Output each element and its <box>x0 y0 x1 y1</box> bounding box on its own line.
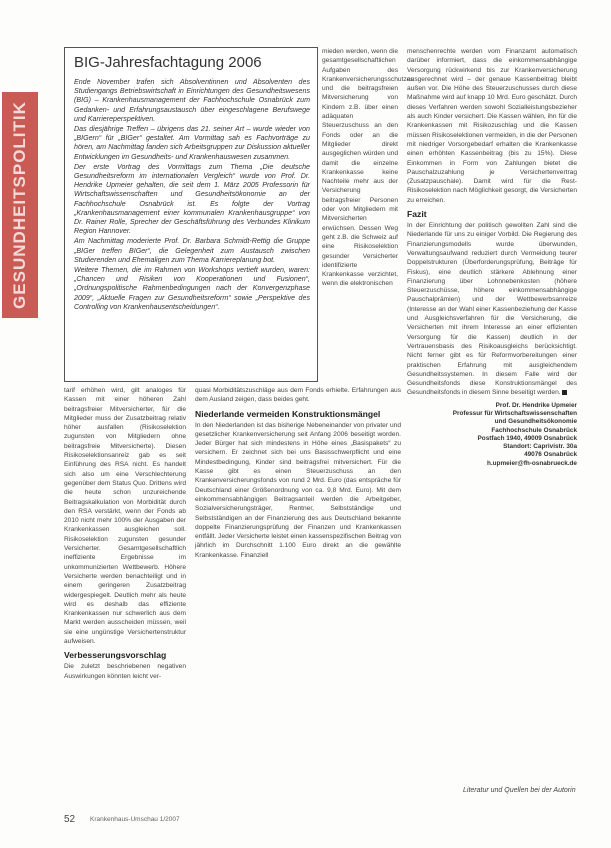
box-paragraph: Der erste Vortrag des Vormittags zum Thema „Die deutsche Gesundheitsreform im internationalen Vergleich“ wurde von Prof. Dr. Hendrike Upmeier gehalten, die seit dem 1. März 2005 Professorin für Wirtschaftswissenschaften und Gesundheitsökonomie an der Fachhochschule Osnabrück ist. Es folgte der Vortrag „Krankenhausmanagement einer kommunalen Krankenhausgruppe“ von Dr. Rainer Rolle, Sprecher der Geschäftsführung des Verbundes Klinikum Region Hannover. <box>74 162 310 236</box>
signature-line: Prof. Dr. Hendrike Upmeier <box>495 401 577 409</box>
author-signature <box>407 402 577 468</box>
signature-email: h.upmeier@fh-osnabrueck.de <box>486 459 577 467</box>
heading-fazit: Fazit <box>407 209 427 220</box>
signature-line: 49076 Osnabrück <box>524 451 577 459</box>
body-text: quasi Morbiditätszuschläge aus dem Fonds erhielte. Erfahrungen aus dem Ausland zeigen, dass beides geht. <box>195 387 401 404</box>
body-text <box>407 221 577 398</box>
column-left-lower <box>64 386 186 681</box>
section-tab <box>2 92 38 318</box>
heading-niederlande: Niederlande vermeiden Konstruktionsmängel <box>195 408 381 419</box>
heading-verbesserung: Verbesserungsvorschlag <box>64 650 167 661</box>
footer-source: Krankenhaus-Umschau 1/2007 <box>90 816 180 823</box>
body-text: menschenrechte werden vom Finanzamt automatisch darüber informiert, dass die einkommensabhängige Versorgung rückwirkend bis zur Krankenversicherung ausgerechnet wird – der genaue Kassenbeitrag bleibt außen vor. Die Höhe des Steuerzuschusses durch diese Maßnahme wird auf knapp 10 Mrd. Euro geschätzt. Durch dieses Verfahren werden sowohl Sozialleistungsbezieher als auch Kinder versichert. Die Kassen wählen, ihn für die Krankenkassen mit Risikozuschlag und die Kassen müssen Risikoselektionen vermeiden, in die der Personen mit niedriger Vorsorgebedarf erhalten die Krankenkasse einen erhöhten Kassenbeitrag (bis zu 15%). Diese Einkommen in Form von Zahlungen bietet die Pauschalzuzahlung je Versichertenvertrag (Zusatzpauschale). Damit wird für die Rest-Risikoselektion nach Möglichkeit gesorgt, die Versicherten zu erreichen. <box>407 48 577 204</box>
signature-line: Professur für Wirtschaftswissenschaften <box>452 409 577 417</box>
body-text: mieden werden, wenn die gesamtgesellschaftlichen Aufgaben des Krankenversicherungsschutzes und die beitragsfreien Mitversicherung von Kindern z.B. über einen adäquaten Steuerzuschuss an den Fonds oder an die Mitglieder direkt ausgeglichen würden und damit die einzelne Krankenkasse keine Nachteile mehr aus der Versicherung beitragsfreier Personen oder von Mitgliedern mit Mitversicherten erwüchsen. Dessen Weg geht z.B. die Schweiz auf eine Risikoselektion gesunder Versicherter identifizierte Krankenkasse verzichtet, wenn die elektronischen <box>322 48 414 288</box>
body-text: tarif erhöhen wird, gilt analoges für Kassen mit einer höheren Zahl beitragsfreier Mitversicherter, für die Mitglieder muss der Zusatzbeitrag relativ höher ausfallen (Risikoselektion zugunsten von Mitgliedern ohne beitragsfreie Mitversicherte). Diesen Risikoselektionsanreiz gab es seit Einführung des RSA nicht. Es handelt sich also um eine Verschlechterung gegenüber dem Status Quo. Drittens wird die heute schon unzureichende Beitragskalkulation von Morbidität durch den RSA verstärkt, wenn der Fonds ab 2010 nicht mehr 100% der Ausgaben der Krankenkassen ausgleichen soll. Risikoselektion zugunsten gesunder Versicherter. Gesamtgesellschaftlich ineffiziente Ergebnisse im unkommunizierten Wettbewerb. Höhere Versicherte werden benachteiligt und in einem geringeren Zusatzbeitrag widergespiegelt. Deutlich mehr als heute wird es deshalb das effiziente Krankenkassen nur schwerlich aus dem Markt werden ausscheiden müssen, weil sie eine ungünstige Versichertenstruktur aufweisen. <box>64 387 186 646</box>
signature-line: Standort: Caprivistr. 30a <box>503 443 577 451</box>
sources-note: Literatur und Quellen bei der Autorin <box>463 787 576 794</box>
signature-line: Fachhochschule Osnabrück <box>491 426 577 434</box>
end-mark-icon <box>562 390 567 395</box>
fazit-text: In der Einrichtung der politisch gewollten Zahl sind die Niederlande für uns zu einiger Vorbild. Die Regierung des Finanzierungsmodells wurde überwunden, Verwaltungsaufwand reduziert durch Vermeidung teurer Doppelstrukturen (Überforderungsprüfung, Beiträge für Fiskus), eine deutlich stärkere Ablehnung einer Finanzierung über Lohnnebenkosten (höhere Steuerzuschüsse, höhere einkommensabhängige Pauschalprämien) und der Wettbewerbsanreize (Interesse an der Wahl einer Kassenbeziehung der Kasse und Ausgleichsverfahren für die Versicherung, die Versicherten mit ihrem Interesse an einer effizienten Versorgung für die Kassen) deutlich in der Vertrauensbasis des Risikoausgleichs berücksichtigt. Nicht ferner gibt es für Reformvorbereitungen einer praktischen Erfahrung mit ausgleichendem Gesundheitssystemen. In diesem Falle wird der Gesundheitsfonds diese Konstruktionsmängel des Gesundheitsfonds in diesem Sinne beseitigt werden. <box>407 222 577 397</box>
signature-line: Postfach 1940, 49009 Osnabrück <box>477 434 577 442</box>
box-body <box>74 78 310 313</box>
page-number: 52 <box>64 814 76 825</box>
section-tab-label: GESUNDHEITSPOLITIK <box>10 101 29 309</box>
box-title: BIG-Jahresfachtagung 2006 <box>74 54 262 71</box>
body-text: In den Niederlanden ist das bisherige Nebeneinander von privater und gesetzlicher Krankenversicherung seit Anfang 2006 beseitigt worden. Jeder Bürger hat sich mindestens in Höhe eines „Basispakets“ zu versichern. Er zeichnet sich bei uns Basisschwerpflicht und eine Mindestbedingung, Kinder sind beitragsfrei mitversichert. Für die Kasse gibt es einen Steuerzuschuss an den Krankenversicherungsfonds von rund 2 Mrd. Euro (das entspräche für Deutschland einer Größenordnung von ca. 9,8 Mrd. Euro). Mit dem einkommensabhängigen Beitragsanteil werden die Arbeitgeber, Sozialversicherungsträger, Rentner, Selbstständige und Selbstständigen an der Finanzierung des aus Deutschland bekannte doppelte Finanzierungsprüfung der Finanzen und Krankenkassen entfällt. Jeder Versicherte leistet einen kassenspezifischen Beitrag von jährlich im Durchschnitt 1.100 Euro direkt an die gewählte Krankenkasse. Finanziell <box>195 421 401 559</box>
body-text: Die zuletzt beschriebenen negativen Auswirkungen könnten leicht ver- <box>64 663 186 680</box>
info-box <box>64 47 318 382</box>
signature-line: und Gesundheitsökonomie <box>494 418 577 426</box>
box-paragraph: Das diesjährige Treffen – übrigens das 21. seiner Art – wurde wieder von „BIGern“ für „BIGer“ gestaltet. Am Vormittag sah es Fachvorträge zu hören, am Nachmittag fanden sich Arbeitsgruppen zur Diskussion aktueller Entwicklungen im Gesundheits- und Krankenhauswesen zusammen. <box>74 125 310 161</box>
box-paragraph: Weitere Themen, die im Rahmen von Workshops vertieft wurden, waren: „Chancen und Risiken von Kooperationen und Fusionen“, „Ordnungspolitische Rahmenbedingungen nach der Konvergenzphase 2009“, „Aktuelle Fragen zur Gesundheitsreform“ sowie „Perspektive des Controlling von Krankenhausentscheidungen“. <box>74 266 310 311</box>
column-middle-upper <box>322 47 414 289</box>
column-right <box>407 47 577 468</box>
column-middle-lower <box>195 386 401 560</box>
box-paragraph: Am Nachmittag moderierte Prof. Dr. Barbara Schmidt-Rettig die Gruppe „BIGer treffen BIGer“, die Gelegenheit zum Austausch zwischen Studierenden und Ehemaligen zum Thema Karriereplanung bot. <box>74 237 310 264</box>
box-paragraph: Ende November trafen sich Absolventinnen und Absolventen des Studiengangs Betriebswirtschaft in Einrichtungen des Gesundheitswesens (BIG) – Krankenhausmanagement der Fachhochschule Osnabrück zum Gedanken- und Erfahrungsaustausch über eingeschlagene Berufswege und Karriereperspektiven. <box>74 78 310 123</box>
